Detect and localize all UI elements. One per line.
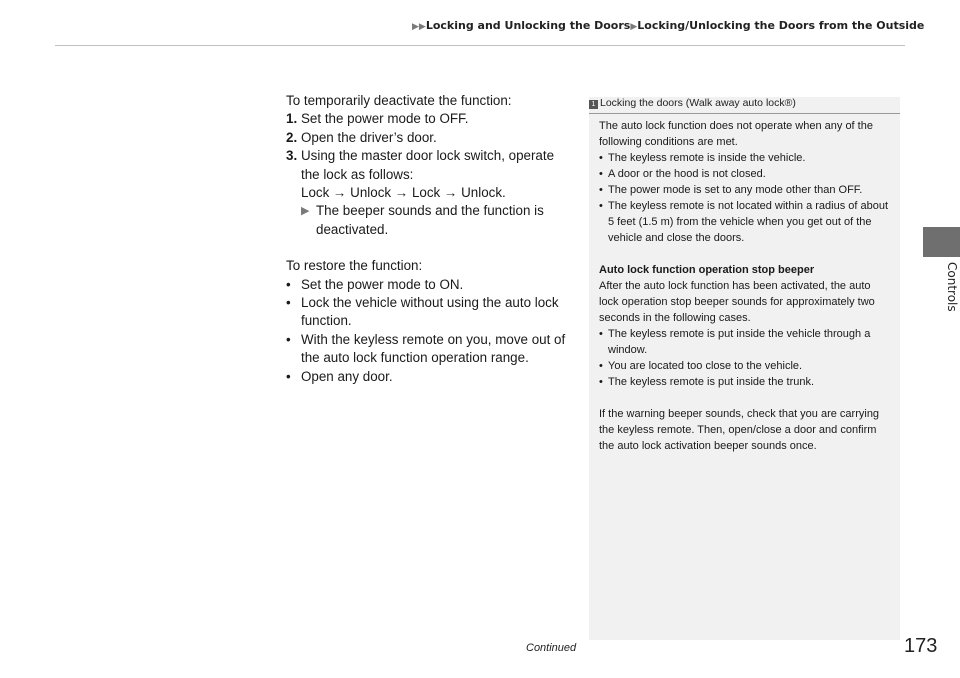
chapter-tab xyxy=(923,227,960,257)
step-item xyxy=(286,147,576,184)
list-item: • The power mode is set to any mode other than OFF. xyxy=(599,184,863,196)
bullet-icon: • xyxy=(286,276,291,292)
step-number: 2. xyxy=(286,129,298,145)
stop-beeper-heading: Auto lock function operation stop beeper xyxy=(599,264,815,276)
restore-intro: To restore the function: xyxy=(286,258,423,274)
result-text: The beeper sounds and the function is deactivated. xyxy=(316,203,544,237)
list-item: • The keyless remote is inside the vehicle. xyxy=(599,152,806,164)
sidebar-title: 1 Locking the doors (Walk away auto lock®) xyxy=(589,97,900,114)
breadcrumb-subsection: Locking/Unlocking the Doors from the Outside xyxy=(637,19,925,32)
arrow-right-icon: → xyxy=(443,185,458,201)
list-item: • A door or the hood is not closed. xyxy=(599,168,766,180)
step-number: 1. xyxy=(286,111,298,127)
step-text: Using the master door lock switch, operate the lock as follows: xyxy=(301,148,555,182)
arrow-icon: ▶ xyxy=(630,22,638,32)
deactivate-intro: To temporarily deactivate the function: xyxy=(286,93,512,108)
step-text: Open the driver’s door. xyxy=(301,129,437,145)
sequence-step: Lock xyxy=(411,185,441,201)
bullet-icon: • xyxy=(286,368,291,384)
bullet-icon: • xyxy=(599,376,603,388)
list-item: • Set the power mode to ON. xyxy=(286,276,576,294)
step-item xyxy=(286,129,576,147)
step-text: Set the power mode to OFF. xyxy=(301,111,469,127)
list-item: • The keyless remote is put inside the vehicle through a window. xyxy=(599,328,871,356)
double-arrow-icon: ▶▶ xyxy=(412,22,426,32)
bullet-icon: • xyxy=(599,360,603,372)
lock-sequence xyxy=(286,184,576,202)
sequence-step: Unlock xyxy=(350,185,392,201)
bullet-icon: • xyxy=(286,331,291,347)
sequence-step: Unlock. xyxy=(461,185,506,201)
result-arrow-icon: ▶ xyxy=(301,205,310,218)
breadcrumb-section: Locking and Unlocking the Doors xyxy=(425,19,631,32)
arrow-right-icon: → xyxy=(394,185,409,201)
page-number: 173 xyxy=(904,635,938,657)
list-item: • With the keyless remote on you, move out of the auto lock function operation range. xyxy=(286,331,576,368)
bullet-icon: • xyxy=(599,152,603,164)
arrow-right-icon: → xyxy=(333,185,347,201)
list-item: • The keyless remote is put inside the trunk. xyxy=(599,376,815,388)
breadcrumb xyxy=(412,19,925,32)
bullet-icon: • xyxy=(599,184,603,196)
header-divider xyxy=(55,45,905,46)
list-item: • You are located too close to the vehicle. xyxy=(599,360,803,372)
sidebar-body xyxy=(599,118,891,454)
bullet-icon: • xyxy=(599,328,603,340)
sidebar-intro: The auto lock function does not operate when any of the following conditions are met. xyxy=(599,120,873,148)
result-note xyxy=(286,202,576,239)
stop-beeper-text: After the auto lock function has been activated, the auto lock operation stop beeper sounds for approximately two seconds in the following cases. xyxy=(599,280,875,324)
step-number: 3. xyxy=(286,148,298,164)
bullet-icon: • xyxy=(599,200,603,212)
step-item xyxy=(286,110,576,128)
bullet-icon: • xyxy=(599,168,603,180)
list-item: • Lock the vehicle without using the auto lock function. xyxy=(286,294,576,331)
sequence-step: Lock xyxy=(301,185,330,201)
list-item: • Open any door. xyxy=(286,368,576,386)
note-marker-icon: 1 xyxy=(589,100,598,109)
list-item: • The keyless remote is not located within a radius of about 5 feet (1.5 m) from the vehicle when you get out of the vehicle and close the doors. xyxy=(599,200,889,244)
warning-note: If the warning beeper sounds, check that you are carrying the keyless remote. Then, open/close a door and confirm the auto lock activation beeper sounds once. xyxy=(599,408,880,452)
chapter-label: Controls xyxy=(945,262,959,312)
bullet-icon: • xyxy=(286,295,291,311)
continued-label: Continued xyxy=(526,642,577,654)
main-content xyxy=(286,92,576,386)
